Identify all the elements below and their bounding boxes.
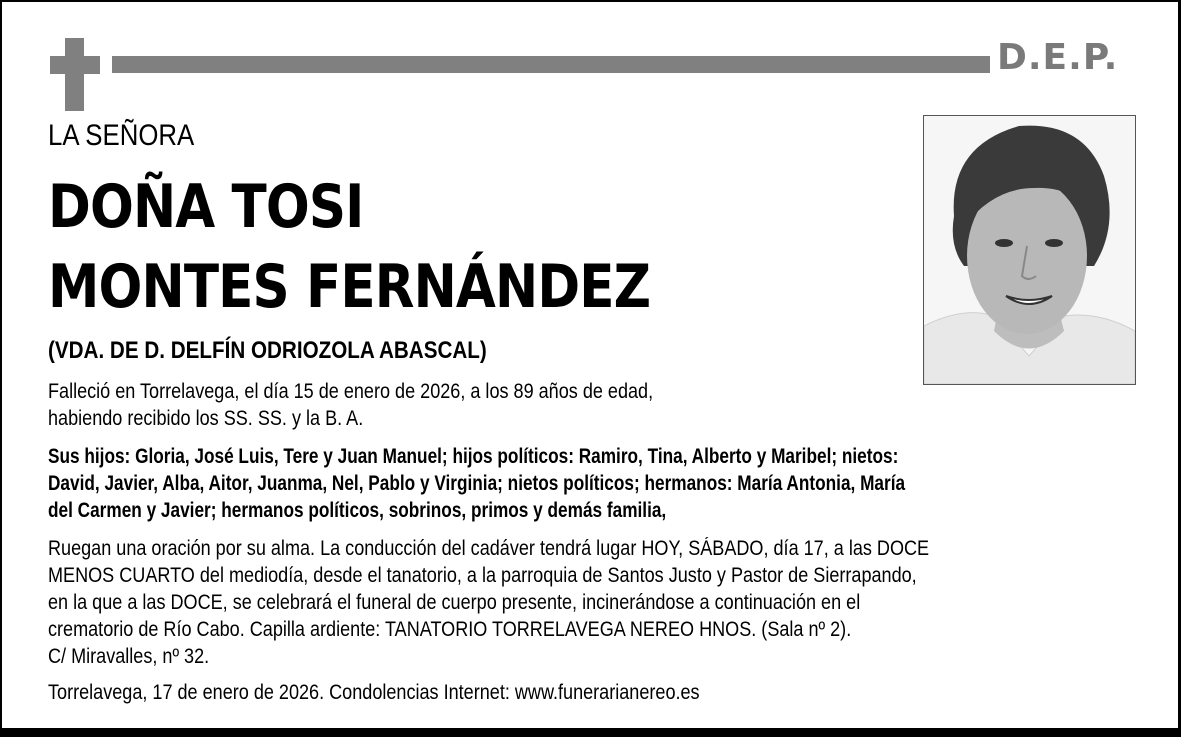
family-list: [48, 443, 905, 524]
death-notice-line: habiendo recibido los SS. SS. y la B. A.: [48, 407, 364, 430]
family-line: Sus hijos: Gloria, José Luis, Tere y Juan Manuel; hijos políticos: Ramiro, Tina, Alberto y Maribel; nietos:: [48, 445, 899, 468]
deceased-name-line1: DOÑA TOSI: [48, 172, 364, 242]
widow-of: (VDA. DE D. DELFÍN ODRIOZOLA ABASCAL): [48, 337, 487, 364]
portrait-icon: [924, 116, 1135, 384]
latin-cross-icon: [65, 38, 84, 111]
service-line: en la que a las DOCE, se celebrará el funeral de cuerpo presente, incinerándose a continuación en el: [48, 591, 861, 614]
service-line: crematorio de Río Cabo. Capilla ardiente: TANATORIO TORRELAVEGA NEREO HNOS. (Sala nº 2).: [48, 618, 852, 641]
family-line: del Carmen y Javier; hermanos políticos, sobrinos, primos y demás familia,: [48, 499, 667, 522]
service-details: [48, 535, 929, 670]
death-notice: [48, 378, 653, 432]
family-line: David, Javier, Alba, Aitor, Juanma, Nel, Pablo y Virginia; nietos políticos; hermanos: María Antonia, María: [48, 472, 906, 495]
latin-cross-icon-bar: [50, 56, 100, 74]
portrait-photo: [923, 115, 1136, 385]
deceased-title: LA SEÑORA: [48, 119, 195, 152]
service-line: Ruegan una oración por su alma. La conducción del cadáver tendrá lugar HOY, SÁBADO, día 17, a las DOCE: [48, 537, 930, 560]
dep-label: D.E.P.: [997, 37, 1119, 78]
death-notice-line: Falleció en Torrelavega, el día 15 de enero de 2026, a los 89 años de edad,: [48, 380, 654, 403]
footer-line: Torrelavega, 17 de enero de 2026. Condolencias Internet: www.funerarianereo.es: [48, 681, 700, 704]
service-line: C/ Miravalles, nº 32.: [48, 645, 210, 668]
service-line: MENOS CUARTO del mediodía, desde el tanatorio, a la parroquia de Santos Justo y Pastor de Sierrapando,: [48, 564, 917, 587]
header-rule: [112, 56, 990, 73]
deceased-name-line2: MONTES FERNÁNDEZ: [48, 252, 651, 322]
